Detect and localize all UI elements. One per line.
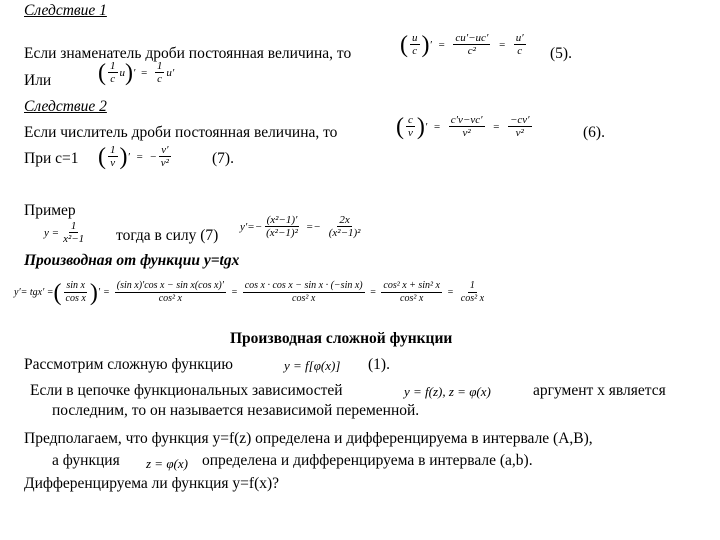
consider-text: Рассмотрим сложную функцию xyxy=(24,356,233,373)
chain-text-a: Если в цепочке функциональных зависимостей xyxy=(30,382,343,399)
assume-text-b: а функция xyxy=(52,452,120,469)
corollary1-title: Следствие 1 xyxy=(24,2,107,19)
formula-6: ( $\frac{c}{v}$ ) ′ = $\frac{c'v-vc'}{\text{v²}}$ = $\frac{-cv'}{\text{v²}}$ xyxy=(396,113,530,140)
z-phi-formula: z = φ(x) xyxy=(146,456,188,471)
or-text: Или xyxy=(24,72,52,89)
example-derivative: y′=− $\frac{\text{(x²−1)′}}{\text{(x²−1)²}}$ =− $\frac{2x}{\text{(x²−1)²}}$ xyxy=(240,214,361,239)
composite-heading: Производная сложной функции xyxy=(230,330,453,347)
eq1-label: (1). xyxy=(368,356,390,373)
tg-heading: Производная от функции y=tgx xyxy=(24,252,240,269)
formula-5: ( $\frac{u}{c}$ ) ′ = $\frac{cu'-uc'}{\text{c²}}$ = $\frac{u'}{c}$ xyxy=(400,31,524,58)
assume-text-c: определена и дифференцируема в интервале (a,b). xyxy=(202,452,533,469)
chain-text-c: последним, то он называется независимой переменной. xyxy=(52,402,420,419)
eq7-label: (7). xyxy=(212,150,234,167)
corollary1-text: Если знаменатель дроби постоянная величина, то xyxy=(24,45,352,62)
chain-text-b: аргумент x является xyxy=(533,382,666,399)
assume-text-a: Предполагаем, что функция y=f(z) определена и дифференцируема в интервале (A,B), xyxy=(24,430,593,447)
corollary2-title: Следствие 2 xyxy=(24,98,107,115)
chain-formula: y = f(z), z = φ(x) xyxy=(404,384,491,399)
composite-formula: y = f[φ(x)] xyxy=(284,358,341,373)
c1-text: При с=1 xyxy=(24,150,79,167)
example-function: y = $\frac{1}{\text{x²−1}}$ xyxy=(44,220,85,245)
eq5-label: (5). xyxy=(550,45,572,62)
corollary2-text: Если числитель дроби постоянная величина, то xyxy=(24,124,338,141)
by7-text: тогда в силу (7) xyxy=(116,227,219,244)
question-text: Дифференцируема ли функция y=f(x)? xyxy=(24,475,280,492)
formula-5b: ( $\frac{1}{c}$ u ) ′ = $\frac{1}{c}$ u′ xyxy=(98,59,175,86)
formula-7: ( $\frac{1}{v}$ ) ′ = − $\frac{v'}{\text{v²}}$ xyxy=(98,143,169,170)
example-label: Пример xyxy=(24,202,76,219)
eq6-label: (6). xyxy=(583,124,605,141)
tg-derivation: y′= tgx′ = ( $\frac{\text{sin x}}{\text{cos x}}$ ) ′ = $\frac{\text{(sin x)′cos x − sin x(cos x)′}}{\text{cos² x}}$ = $\frac{\text{cos x · cos x − sin x · (−sin x)}}{\text{cos² x}}$ = $\frac{\text{cos² x + sin² x}}{\text{cos² x}}$ = $\frac{1}{\text{cos² x}}$ xyxy=(14,279,485,306)
